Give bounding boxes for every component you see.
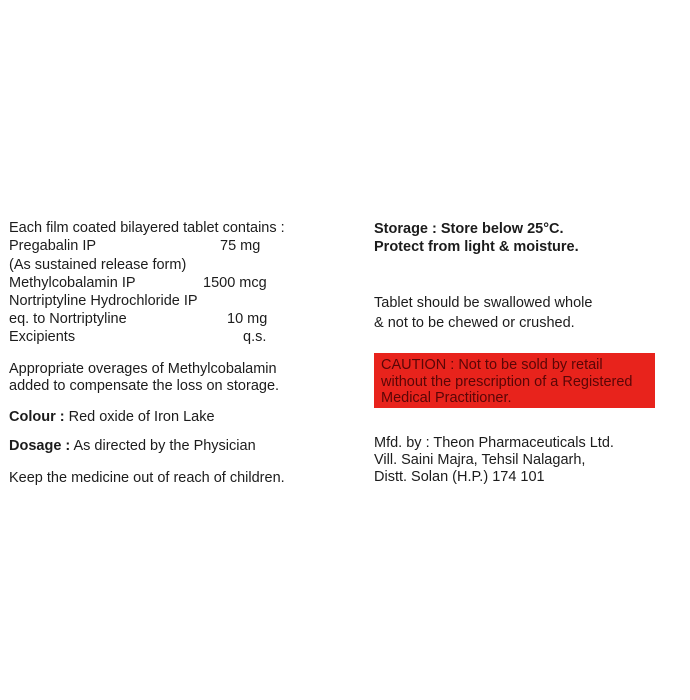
swallow-instruction: & not to be chewed or crushed. (374, 315, 575, 331)
swallow-instruction: Tablet should be swallowed whole (374, 295, 593, 311)
colour-value: Red oxide of Iron Lake (64, 409, 215, 425)
caution-line: Medical Practitioner. (381, 390, 512, 406)
ingredient-name: Excipients (9, 329, 76, 345)
dosage-value: As directed by the Physician (70, 438, 256, 454)
overages-line: Appropriate overages of Methylcobalamin (9, 361, 277, 377)
ingredient-name: eq. to Nortriptyline (9, 311, 127, 327)
keep-out-of-reach: Keep the medicine out of reach of children. (9, 470, 285, 486)
ingredient-amount: q.s. (243, 329, 267, 345)
caution-line: without the prescription of a Registered (381, 373, 633, 390)
dosage-label: Dosage : (9, 438, 71, 454)
ingredient-amount: 1500 mcg (203, 275, 267, 291)
ingredient-name: Methylcobalamin IP (9, 275, 136, 291)
ingredient-name: (As sustained release form) (9, 257, 187, 273)
manufacturer-line: Mfd. by : Theon Pharmaceuticals Ltd. (374, 435, 614, 451)
ingredient-name: Pregabalin IP (9, 238, 97, 254)
manufacturer-line: Distt. Solan (H.P.) 174 101 (374, 469, 545, 485)
storage-line: Storage : Store below 25°C. (374, 221, 564, 237)
colour-statement (9, 408, 215, 426)
ingredient-name: Nortriptyline Hydrochloride IP (9, 293, 198, 309)
manufacturer-line: Vill. Saini Majra, Tehsil Nalagarh, (374, 452, 586, 468)
colour-label: Colour : (9, 409, 65, 425)
caution-line: CAUTION : Not to be sold by retail (381, 357, 603, 373)
ingredient-amount: 10 mg (227, 311, 268, 327)
overages-line: added to compensate the loss on storage. (9, 378, 280, 394)
dosage-statement (9, 437, 256, 455)
composition-heading: Each film coated bilayered tablet contains : (9, 220, 285, 236)
ingredient-amount: 75 mg (220, 238, 261, 254)
caution-box (374, 353, 655, 408)
storage-line: Protect from light & moisture. (374, 239, 579, 255)
